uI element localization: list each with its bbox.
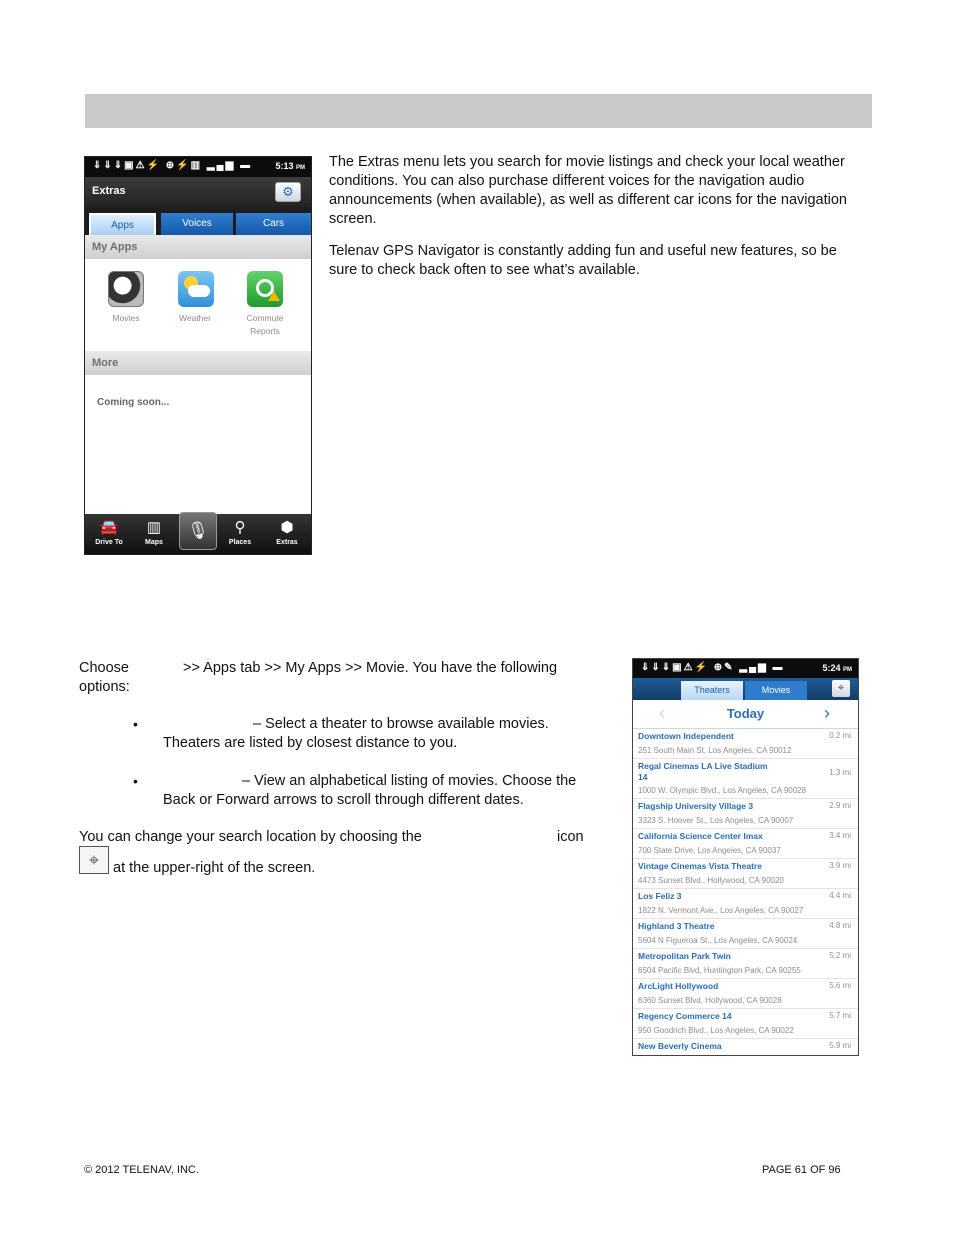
table-row[interactable]	[633, 1009, 858, 1039]
theater-distance: 4.4 mi	[829, 891, 851, 900]
status-time-suffix-2: PM	[843, 667, 852, 673]
theater-address: 1000 W. Olympic Blvd., Los Angeles, CA 90028	[638, 786, 807, 795]
theater-distance: 4.8 mi	[829, 921, 851, 930]
theater-name: Flagship University Village 3	[638, 801, 754, 811]
theater-list	[633, 729, 858, 1056]
table-row[interactable]	[633, 859, 858, 889]
table-row[interactable]	[633, 829, 858, 859]
status-icons: ⇓⇓⇓▣⚠⚡ ⊕⚡▥ ▂▄▆ ▬	[93, 160, 253, 171]
theater-distance: 0.2 mi	[829, 731, 851, 740]
nav-label-drive-to: Drive To	[95, 539, 123, 546]
forward-arrow-icon[interactable]: ›	[824, 703, 830, 723]
table-row[interactable]	[633, 979, 858, 1009]
theater-distance: 3.4 mi	[829, 831, 851, 840]
bottom-navigation	[85, 514, 311, 555]
bullet-2-text: – View an alphabetical listing of movies. Choose the Back or Forward arrows to scroll through different dates.	[163, 773, 577, 808]
cube-icon: ⬢	[280, 519, 294, 536]
nav-extras[interactable]	[265, 514, 309, 555]
date-label: Today	[726, 706, 765, 721]
theater-name: New Beverly Cinema	[638, 1041, 722, 1051]
theater-address: 700 State Drive, Los Angeles, CA 90037	[638, 846, 781, 855]
microphone-button[interactable]	[179, 512, 217, 550]
tab-apps[interactable]: Apps	[89, 213, 156, 235]
theater-address: 251 South Main St, Los Angeles, CA 90012	[638, 746, 792, 755]
table-row[interactable]	[633, 729, 858, 759]
theater-name: Metropolitan Park Twin	[638, 951, 731, 961]
status-time-suffix: PM	[296, 165, 305, 171]
nav-maps[interactable]	[132, 514, 176, 555]
theater-address: 5604 N Figueroa St., Los Angeles, CA 90024	[638, 936, 798, 945]
tab-theaters[interactable]: Theaters	[681, 681, 743, 700]
location-text-a: You can change your search location by choosing the	[79, 829, 422, 845]
theater-name: Downtown Independent	[638, 731, 734, 741]
pin-icon: ⚲	[234, 519, 246, 536]
theater-name: Regency Commerce 14	[638, 1011, 732, 1021]
nav-label-places: Places	[228, 539, 252, 546]
table-row[interactable]	[633, 949, 858, 979]
tab-bar	[85, 207, 311, 235]
theater-address: 1822 N. Vermont Ave., Los Angeles, CA 90027	[638, 906, 804, 915]
location-text-b: icon	[557, 829, 584, 845]
movies-instructions: >> Apps tab >> My Apps >> Movie. You have the following options:	[79, 660, 558, 695]
date-selector	[633, 700, 858, 729]
movies-tab-bar	[633, 678, 858, 700]
theater-name: California Science Center Imax	[638, 831, 763, 841]
bullet-1-text: – Select a theater to browse available movies. Theaters are listed by closest distance to you.	[163, 716, 549, 751]
crosshair-icon: ⌖	[837, 682, 845, 694]
theater-distance: 3.9 mi	[829, 861, 851, 870]
tab-voices[interactable]: Voices	[161, 213, 233, 235]
screen-title: Extras	[92, 185, 126, 197]
coming-soon-text: Coming soon...	[97, 397, 170, 408]
theater-distance: 2.9 mi	[829, 801, 851, 810]
intro-paragraph-1: The Extras menu lets you search for movie listings and check your local weather conditions. You can also purchase different voices for the navigation audio announcements (when available), as well as different car icons for the navigation screen.	[329, 154, 847, 227]
extras-screen-screenshot	[84, 156, 312, 555]
traffic-alert-icon[interactable]	[247, 271, 283, 307]
film-reel-icon[interactable]	[108, 271, 144, 307]
movies-screen-screenshot	[632, 658, 859, 1056]
nav-places[interactable]	[218, 514, 262, 555]
theater-address: 4473 Sunset Blvd., Hollywood, CA 90020	[638, 876, 784, 885]
map-icon: ▥	[146, 519, 162, 536]
theater-name: ArcLight Hollywood	[638, 981, 719, 991]
status-bar-2	[633, 659, 858, 678]
table-row[interactable]	[633, 1039, 858, 1056]
footer-page-number: PAGE 61 OF 96	[762, 1164, 841, 1176]
app-label-movies: Movies	[112, 313, 140, 323]
theater-distance: 5.2 mi	[829, 951, 851, 960]
theater-address: 3323 S. Hoover St., Los Angeles, CA 90007	[638, 816, 794, 825]
location-button[interactable]	[832, 680, 850, 697]
microphone-icon: 🎙	[187, 521, 209, 540]
footer-copyright: © 2012 TELENAV, INC.	[84, 1164, 199, 1176]
extras-content	[85, 235, 311, 514]
status-time-2: 5:24	[822, 663, 841, 673]
theater-distance: 5.7 mi	[829, 1011, 851, 1020]
more-header: More	[85, 351, 311, 375]
nav-label-maps: Maps	[145, 539, 163, 546]
my-apps-header: My Apps	[85, 235, 311, 259]
theater-name: Highland 3 Theatre	[638, 921, 715, 931]
crosshair-icon: ⌖	[79, 846, 109, 874]
settings-button[interactable]	[275, 182, 301, 202]
app-label-commute-reports: Commute Reports	[246, 313, 284, 336]
title-bar	[85, 177, 311, 207]
tab-movies[interactable]: Movies	[745, 681, 807, 700]
weather-cloud-icon[interactable]	[178, 271, 214, 307]
theater-distance: 5.9 mi	[829, 1041, 851, 1050]
nav-label-extras: Extras	[276, 539, 298, 546]
theater-address: 950 Goodrich Blvd., Los Angeles, CA 90022	[638, 1026, 794, 1035]
intro-paragraph-2: Telenav GPS Navigator is constantly adding fun and useful new features, so be sure to check back often to see what’s available.	[329, 243, 837, 278]
back-arrow-icon[interactable]: ‹	[659, 703, 665, 723]
table-row[interactable]	[633, 799, 858, 829]
bullet-2-marker: •	[133, 773, 138, 789]
table-row[interactable]	[633, 759, 858, 799]
table-row[interactable]	[633, 919, 858, 949]
theater-distance: 1.3 mi	[829, 768, 851, 777]
theater-address: 6504 Pacific Blvd, Huntington Park, CA 90255	[638, 966, 801, 975]
table-row[interactable]	[633, 889, 858, 919]
theater-name: Vintage Cinemas Vista Theatre	[638, 861, 762, 871]
bullet-1-marker: •	[133, 716, 138, 732]
app-label-weather: Weather	[179, 313, 211, 323]
status-bar	[85, 157, 311, 177]
gear-icon: ⚙	[282, 184, 294, 199]
theater-name: Regal Cinemas LA Live Stadium 14	[638, 761, 768, 782]
section-header-bar	[85, 94, 872, 128]
location-text-c: at the upper-right of the screen.	[113, 860, 316, 876]
car-icon: 🚘	[99, 519, 119, 536]
tab-cars[interactable]: Cars	[236, 213, 311, 235]
status-time: 5:13	[275, 161, 294, 171]
theater-name: Los Feliz 3	[638, 891, 682, 901]
theater-distance: 5.6 mi	[829, 981, 851, 990]
theater-address: 6360 Sunset Blvd, Hollywood, CA 90028	[638, 996, 782, 1005]
status-icons-2: ⇓⇓⇓▣⚠⚡ ⊕✎ ▂▄▆ ▬	[641, 662, 785, 673]
nav-drive-to[interactable]	[87, 514, 131, 555]
choose-word: Choose	[79, 660, 129, 676]
